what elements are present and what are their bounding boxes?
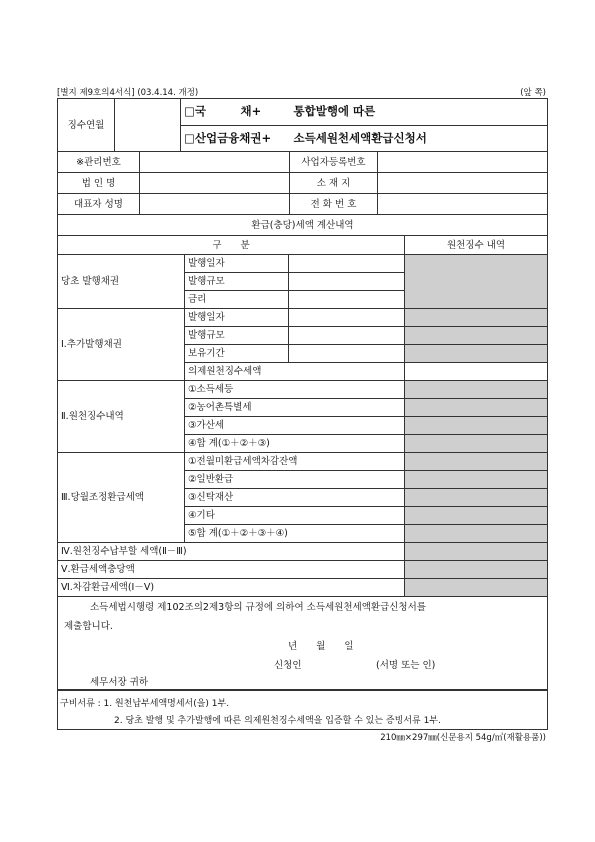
sec1-issue-date: 발행일자 — [185, 309, 289, 327]
sec3-shaded-5 — [405, 525, 548, 543]
location-field[interactable] — [378, 173, 548, 194]
sec3-shaded-1 — [405, 453, 548, 471]
check-industrial-bond[interactable]: □산업금융채권+ — [181, 125, 291, 152]
orig-bond-issue-size: 발행규모 — [185, 273, 289, 291]
attachment-2: 2. 당초 발행 및 추가발행에 따른 의제원천징수세액을 입증할 수 있는 증빙서류 1부. — [114, 716, 441, 726]
sec4-label: Ⅳ.원천징수납부할 세액(Ⅱ－Ⅲ) — [58, 543, 405, 561]
sec2-shaded-1 — [405, 381, 548, 399]
category-header: 구 분 — [58, 236, 405, 255]
sec1-issue-date-field[interactable] — [289, 309, 405, 327]
sec3-item-2: ②일반환급 — [185, 471, 405, 489]
title-line1: 통합발행에 따른 — [291, 99, 548, 126]
biz-reg-no-field[interactable] — [378, 152, 548, 173]
page-side: (앞 쪽) — [520, 88, 546, 98]
sec3-shaded-2 — [405, 471, 548, 489]
orig-bond-issue-size-field[interactable] — [289, 273, 405, 291]
declaration-line1: 소득세법시행령 제102조의2제3항의 규정에 의하여 소득세원천세액환급신청서를 — [90, 602, 426, 613]
orig-bond-rate-field[interactable] — [289, 291, 405, 309]
sec1-holding-period-field[interactable] — [289, 345, 405, 363]
orig-bond-issue-date-field[interactable] — [289, 255, 405, 273]
calc-table — [57, 214, 548, 597]
paper-spec: 210㎜×297㎜(신문용지 54g/㎡(재활용품)) — [380, 733, 546, 743]
signature-label: (서명 또는 인) — [376, 660, 436, 671]
title-table — [57, 98, 548, 152]
info-table — [57, 151, 548, 215]
sec3-item-4: ④기타 — [185, 507, 405, 525]
phone-field[interactable] — [378, 194, 548, 215]
rep-name-field[interactable] — [140, 194, 290, 215]
sec3-shaded-4 — [405, 507, 548, 525]
sec5-label: Ⅴ.환급세액충당액 — [58, 561, 405, 579]
applicant-label: 신청인 — [274, 660, 302, 671]
sec3-shaded-3 — [405, 489, 548, 507]
mgmt-no-label: ※관리번호 — [58, 152, 140, 173]
sec6-label: Ⅵ.차감환급세액(Ⅰ－Ⅴ) — [58, 579, 405, 597]
sec1-deemed-tax: 의제원천징수세액 — [185, 363, 405, 381]
title-line2: 소득세원천세액환급신청서 — [291, 125, 548, 152]
sec2-shaded-2 — [405, 399, 548, 417]
sec2-item-1: ①소득세등 — [185, 381, 405, 399]
sec4-shaded — [405, 543, 548, 561]
corp-name-field[interactable] — [140, 173, 290, 194]
mgmt-no-field[interactable] — [140, 152, 290, 173]
sec1-label: Ⅰ.추가발행채권 — [58, 309, 185, 381]
orig-bond-label: 당초 발행채권 — [58, 255, 185, 309]
declaration-line2: 제출합니다. — [64, 621, 113, 632]
sec1-issue-size: 발행규모 — [185, 327, 289, 345]
sec1-shaded-2 — [405, 327, 548, 345]
rep-name-label: 대표자 성명 — [58, 194, 140, 215]
attachments-box — [57, 690, 548, 730]
phone-label: 전 화 번 호 — [290, 194, 378, 215]
biz-reg-no-label: 사업자등록번호 — [290, 152, 378, 173]
receipt-month-label: 징수연월 — [58, 99, 115, 152]
sec1-shaded-3 — [405, 345, 548, 363]
date-line: 년 월 일 — [288, 641, 354, 652]
orig-bond-shaded — [405, 255, 548, 309]
sec2-shaded-3 — [405, 417, 548, 435]
receipt-month-field[interactable] — [115, 99, 181, 152]
attachment-1: 구비서류 : 1. 원천납부세액명세서(을) 1부. — [60, 699, 230, 709]
sec2-shaded-4 — [405, 435, 548, 453]
corp-name-label: 법 인 명 — [58, 173, 140, 194]
orig-bond-rate: 금리 — [185, 291, 289, 309]
sec3-item-5: ⑤합 계(①＋②＋③＋④) — [185, 525, 405, 543]
sec2-item-2: ②농어촌특별세 — [185, 399, 405, 417]
sec2-label: Ⅱ.원천징수내역 — [58, 381, 185, 453]
calc-title: 환급(충당)세액 계산내역 — [58, 215, 548, 236]
location-label: 소 재 지 — [290, 173, 378, 194]
check-national-bond[interactable]: □국 채+ — [181, 99, 291, 126]
orig-bond-issue-date: 발행일자 — [185, 255, 289, 273]
sec3-label: Ⅲ.당월조정환급세액 — [58, 453, 185, 543]
tax-office-addressee: 세무서장 귀하 — [90, 677, 149, 688]
sec1-deemed-tax-field[interactable] — [405, 363, 548, 381]
declaration-box — [57, 594, 548, 690]
sec1-shaded-1 — [405, 309, 548, 327]
sec3-item-1: ①전월미환급세액차감잔액 — [185, 453, 405, 471]
sec1-holding-period: 보유기간 — [185, 345, 289, 363]
form-id: [별지 제9호의4서식] (03.4.14. 개정) — [57, 88, 199, 98]
sec2-item-4: ④합 계(①＋②＋③) — [185, 435, 405, 453]
sec2-item-3: ③가산세 — [185, 417, 405, 435]
withheld-header: 원천징수 내역 — [405, 236, 548, 255]
sec3-item-3: ③신탁재산 — [185, 489, 405, 507]
sec5-shaded — [405, 561, 548, 579]
sec1-issue-size-field[interactable] — [289, 327, 405, 345]
